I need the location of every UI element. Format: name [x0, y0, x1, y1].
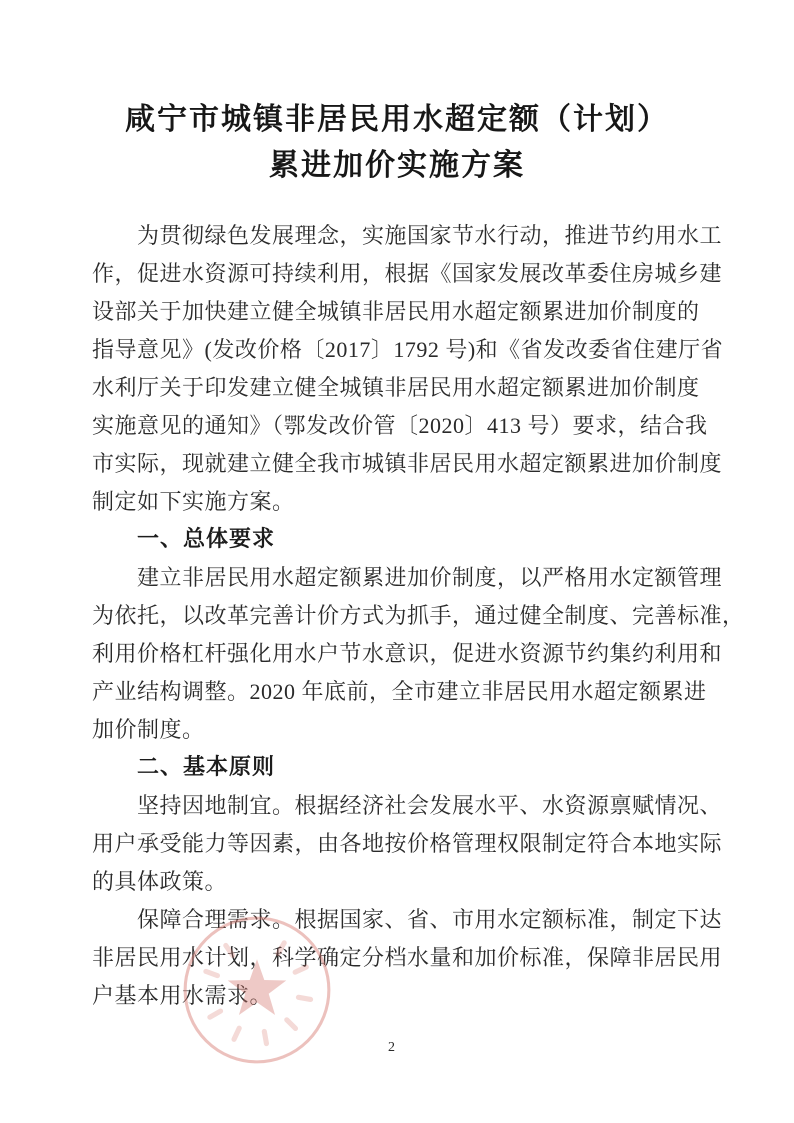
- body-line: 水利厅关于印发建立健全城镇非居民用水超定额累进加价制度: [92, 375, 700, 400]
- document-title: [0, 97, 794, 189]
- document-body: [92, 217, 745, 1015]
- body-line: 产业结构调整。2020 年底前，全市建立非居民用水超定额累进: [92, 679, 707, 704]
- body-line: 用户承受能力等因素，由各地按价格管理权限制定符合本地实际: [92, 831, 723, 856]
- body-line: 市实际，现就建立健全我市城镇非居民用水超定额累进加价制度: [92, 451, 723, 476]
- page-number: 2: [388, 1040, 395, 1055]
- body-line: 加价制度。: [92, 717, 205, 742]
- body-line: 作，促进水资源可持续利用，根据《国家发展改革委住房城乡建: [92, 261, 723, 286]
- body-line: 的具体政策。: [92, 869, 228, 894]
- body-line: 为依托，以改革完善计价方式为抓手，通过健全制度、完善标准，: [92, 603, 745, 628]
- body-line: 实施意见的通知》（鄂发改价管〔2020〕413 号）要求，结合我: [92, 413, 708, 438]
- body-line: 建立非居民用水超定额累进加价制度，以严格用水定额管理: [137, 565, 723, 590]
- body-line: 非居民用水计划，科学确定分档水量和加价标准，保障非居民用: [92, 945, 723, 970]
- body-line: 利用价格杠杆强化用水户节水意识，促进水资源节约集约利用和: [92, 641, 723, 666]
- document-title-line-2: 累进加价实施方案: [269, 148, 525, 183]
- body-line: 设部关于加快建立健全城镇非居民用水超定额累进加价制度的: [92, 299, 700, 324]
- document-title-line-1: 咸宁市城镇非居民用水超定额（计划）: [125, 102, 669, 137]
- body-line: 指导意见》(发改价格〔2017〕1792 号)和《省发改委省住建厅省: [92, 337, 724, 362]
- body-line: 坚持因地制宜。根据经济社会发展水平、水资源禀赋情况、: [137, 793, 723, 818]
- body-line: 制定如下实施方案。: [92, 489, 295, 514]
- body-line: 为贯彻绿色发展理念，实施国家节水行动，推进节约用水工: [137, 223, 723, 248]
- body-line: 保障合理需求。根据国家、省、市用水定额标准，制定下达: [137, 907, 723, 932]
- section-heading-basic-principles: 二、基本原则: [137, 755, 276, 780]
- section-heading-general-requirements: 一、总体要求: [137, 527, 276, 552]
- body-line: 户基本用水需求。: [92, 983, 273, 1008]
